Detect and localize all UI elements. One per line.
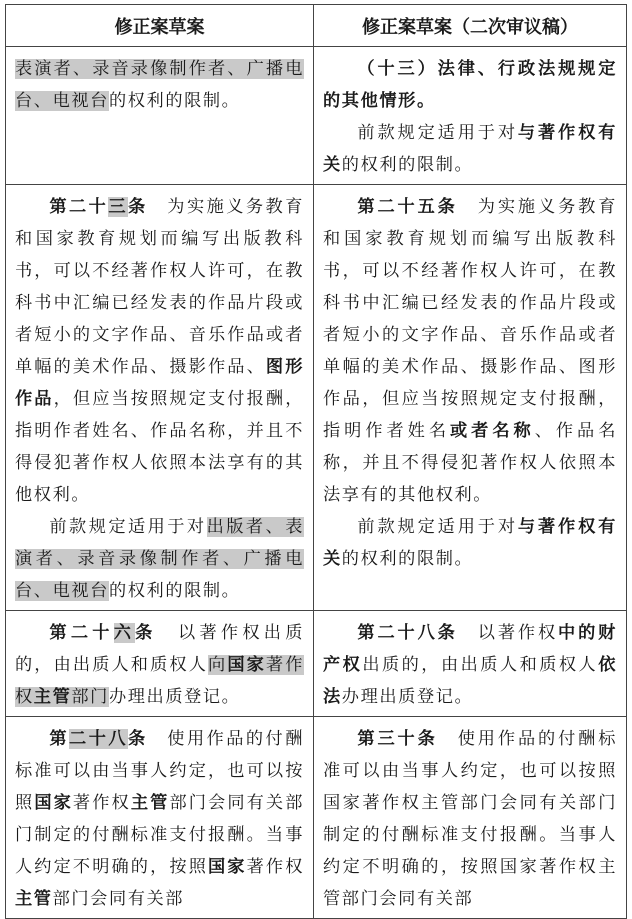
paragraph <box>323 511 617 575</box>
text-run: 中的财产权 <box>323 623 617 675</box>
text-run: 办理出质登记。 <box>341 687 474 707</box>
header-row <box>6 5 627 47</box>
text-run: 前款规定适用于对 <box>357 517 518 537</box>
paragraph <box>15 191 304 511</box>
right-cell <box>314 185 627 611</box>
paragraph <box>15 617 304 713</box>
text-run: 前款规定适用于对 <box>49 517 207 537</box>
text-run: 的权利的限制。 <box>108 581 241 601</box>
text-run: 办理出质登记。 <box>108 687 241 707</box>
text-run: 的权利的限制。 <box>341 549 474 569</box>
text-run: 国家 <box>34 793 73 813</box>
text-run: 表演者、录音录像制作者、广播电台、电视台 <box>15 59 304 111</box>
text-run: 第 <box>49 729 70 749</box>
paragraph <box>323 191 617 511</box>
text-run: 部门会同有关部 <box>52 889 185 909</box>
text-run: 第二十 <box>49 623 114 643</box>
text-run: 的权利的限制。 <box>341 155 474 175</box>
left-cell <box>6 47 314 185</box>
text-run: 国家 <box>208 857 247 877</box>
text-run: 条 <box>128 197 148 217</box>
header-draft: 修正案草案 <box>6 5 314 47</box>
text-run: 出质的，由出质人和质权人 <box>362 655 599 675</box>
right-cell <box>314 717 627 919</box>
left-cell <box>6 611 314 717</box>
text-run: 的权利的限制。 <box>108 91 241 111</box>
paragraph <box>323 117 617 181</box>
text-run: 第二十 <box>49 197 109 217</box>
text-run: 国家 <box>227 655 266 675</box>
text-run: 部门 <box>71 687 109 707</box>
text-run: （十三）法律、行政法规规定的其他情形。 <box>323 59 617 111</box>
text-run: 依法 <box>323 655 618 707</box>
table-row <box>6 717 627 919</box>
table-row <box>6 185 627 611</box>
paragraph <box>15 511 304 607</box>
text-run: 向 <box>208 655 228 675</box>
right-cell <box>314 47 627 185</box>
text-run: 、作品名称，并且不得侵犯著作权人依照本法享有的其他权利。 <box>323 421 617 505</box>
text-run: 三 <box>108 197 128 217</box>
text-run: 为实施义务教育和国家教育规划而编写出版教科书，可以不经著作权人许可，在教科书中汇编已经发表的作品片段或者短小的文字作品、音乐作品或者单幅的美术作品、摄影作品、图形作品，但应当按照规定支付报酬，指明作者姓名 <box>323 197 617 441</box>
left-cell <box>6 185 314 611</box>
text-run: 条 <box>135 623 157 643</box>
text-run: 使用作品的付酬标准可以由当事人约定，也可以按照 <box>15 729 304 813</box>
text-run: 著作权 <box>246 857 304 877</box>
text-run: 部门会同有关部门制定的付酬标准支付报酬。当事人约定不明确的，按照 <box>15 793 305 877</box>
text-run: 著作权 <box>72 793 131 813</box>
text-run: 第三十条 <box>357 729 438 749</box>
text-run: 六 <box>113 623 136 643</box>
text-run: 前款规定适用于对 <box>357 123 518 143</box>
text-run: 出版者、表演者、录音录像制作者、广播电台、电视台 <box>15 517 304 601</box>
comparison-table <box>5 4 627 919</box>
table-row <box>6 47 627 185</box>
paragraph <box>323 53 617 117</box>
paragraph <box>323 617 617 713</box>
text-run: 以著作权 <box>457 623 559 643</box>
text-run: 图形作品 <box>15 357 304 409</box>
paragraph <box>15 723 304 915</box>
text-run: 与著作权有关 <box>323 123 617 175</box>
right-cell <box>314 611 627 717</box>
text-run: 以著作权出质的，由出质人和质权人 <box>15 623 304 675</box>
text-run: 第二十五条 <box>357 197 458 217</box>
text-run: 主管 <box>15 889 53 909</box>
text-run: ，但应当按照规定支付报酬，指明作者姓名、作品名称，并且不得侵犯著作权人依照本法享有的其他权利。 <box>15 389 304 505</box>
paragraph <box>323 723 617 915</box>
header-second-review-draft: 修正案草案（二次审议稿） <box>314 5 627 47</box>
text-run: 二十八 <box>69 729 128 749</box>
text-run: 第二十八条 <box>357 623 458 643</box>
text-run: 条 <box>128 729 148 749</box>
table-row <box>6 611 627 717</box>
left-cell <box>6 717 314 919</box>
text-run: 主管 <box>33 687 72 707</box>
text-run: 著作权 <box>15 655 305 707</box>
text-run: 使用作品的付酬标准可以由当事人约定，也可以按照国家著作权主管部门会同有关部门制定的付酬标准支付报酬。当事人约定不明确的，按照国家著作权主管部门会同有关部 <box>323 729 617 909</box>
text-run: 或者名称 <box>450 421 535 441</box>
text-run: 主管 <box>130 793 170 813</box>
text-run: 为实施义务教育和国家教育规划而编写出版教科书，可以不经著作权人许可，在教科书中汇编已经发表的作品片段或者短小的文字作品、音乐作品或者单幅的美术作品、摄影作品、 <box>15 197 304 377</box>
text-run: 与著作权有关 <box>323 517 617 569</box>
paragraph <box>15 53 304 117</box>
